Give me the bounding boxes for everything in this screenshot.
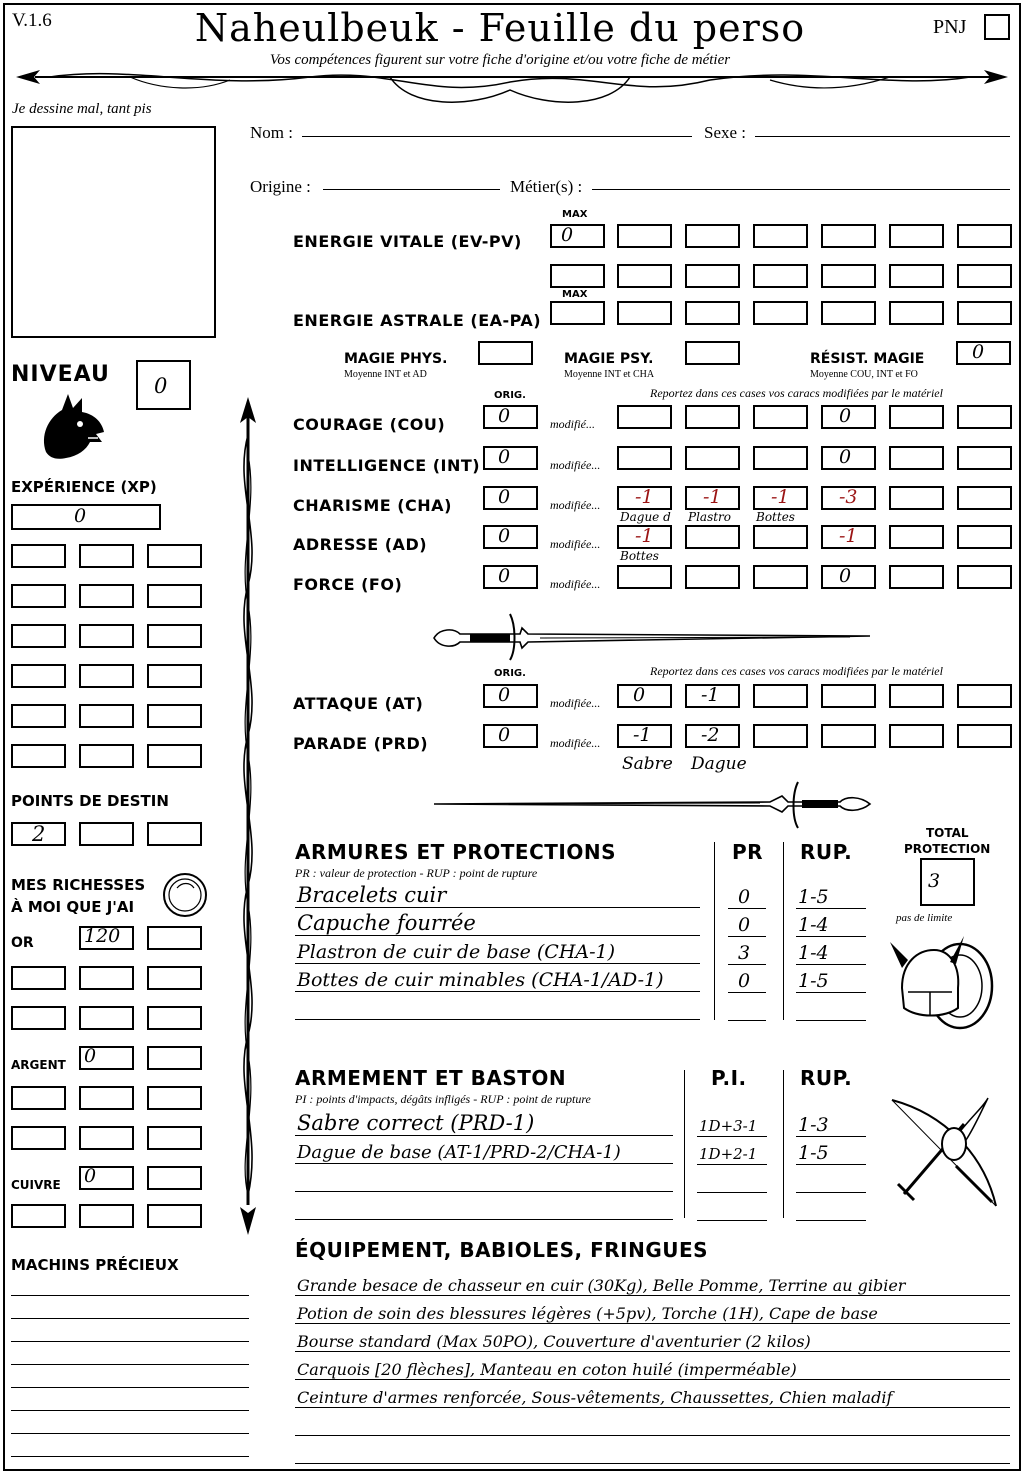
stat-modified-value: 0 — [839, 405, 852, 427]
destin-label: POINTS DE DESTIN — [11, 792, 169, 810]
xp-entry-box[interactable] — [79, 544, 134, 568]
combat-modified-box[interactable] — [821, 684, 876, 708]
equipment-line[interactable] — [295, 1272, 1010, 1296]
stat-orig-value: 0 — [498, 446, 511, 468]
armor-item-name: Capuche fourrée — [297, 911, 476, 935]
stat-modified-value: -1 — [635, 486, 654, 508]
helmet-shield-icon — [888, 928, 998, 1038]
wealth-box[interactable] — [11, 1006, 66, 1030]
xp-entry-box[interactable] — [147, 624, 202, 648]
weapon-item-name: Dague de base (AT-1/PRD-2/CHA-1) — [297, 1142, 621, 1163]
equipment-line[interactable] — [295, 1412, 1010, 1436]
armor-item-line[interactable] — [295, 884, 700, 908]
combat-modified-box[interactable] — [957, 684, 1012, 708]
combat-modif-label: modifiée... — [550, 696, 601, 710]
ev-label: ENERGIE VITALE (EV-PV) — [293, 232, 522, 251]
armor-title: ARMURES ET PROTECTIONS — [295, 840, 616, 864]
metier-field[interactable] — [592, 189, 1010, 190]
xp-entry-box[interactable] — [147, 704, 202, 728]
weapon-pi-value: 1D+3-1 — [699, 1117, 758, 1135]
magie-phys-note: Moyenne INT et AD — [344, 369, 427, 380]
ea-box[interactable] — [685, 301, 740, 325]
stat-modified-box[interactable] — [617, 446, 672, 470]
total-protection-label-1: TOTAL — [926, 826, 969, 840]
wealth-box[interactable] — [11, 1126, 66, 1150]
equipment-line[interactable] — [295, 1328, 1010, 1352]
equipment-line[interactable] — [295, 1356, 1010, 1380]
resist-magie-label: RÉSIST. MAGIE — [810, 351, 925, 367]
equipment-line[interactable] — [295, 1300, 1010, 1324]
stat-orig-value: 0 — [498, 486, 511, 508]
magie-psy-label: MAGIE PSY. — [564, 351, 654, 367]
stat-modified-box[interactable] — [957, 405, 1012, 429]
ev-box[interactable] — [685, 264, 740, 288]
combat-modified-box[interactable] — [889, 724, 944, 748]
combat-modif-label: modifiée... — [550, 736, 601, 750]
xp-entry-box[interactable] — [11, 624, 66, 648]
weapon-item-line[interactable] — [295, 1168, 673, 1192]
resist-magie-note: Moyenne COU, INT et FO — [810, 369, 918, 380]
ev-box[interactable] — [889, 224, 944, 248]
stat-modif-label: modifiée... — [550, 537, 601, 551]
weapon-item-line[interactable] — [295, 1112, 673, 1136]
stat-orig-box[interactable] — [483, 446, 538, 470]
or-label: OR — [11, 935, 34, 951]
combat-note-dague: Dague — [691, 754, 747, 774]
wealth-box[interactable] — [147, 1126, 202, 1150]
magie-psy-note: Moyenne INT et CHA — [564, 369, 655, 380]
precious-line[interactable] — [11, 1433, 249, 1434]
stat-modified-box[interactable] — [957, 486, 1012, 510]
stat-orig-box[interactable] — [483, 565, 538, 589]
portrait-box[interactable] — [11, 126, 216, 338]
weapon-pi-value: 1D+2-1 — [699, 1145, 758, 1163]
stat-modified-value: 0 — [839, 446, 852, 468]
stat-modified-note: Dague d — [620, 510, 671, 524]
wealth-box[interactable] — [147, 966, 202, 990]
xp-entry-box[interactable] — [147, 544, 202, 568]
precious-line[interactable] — [11, 1456, 249, 1457]
ev-box[interactable] — [889, 264, 944, 288]
armor-rup-line[interactable] — [796, 1020, 866, 1021]
stat-modified-value: -1 — [839, 525, 858, 547]
equipment-line-text: Bourse standard (Max 50PO), Couverture d'aventurier (2 kilos) — [297, 1332, 811, 1351]
armor-pr-line[interactable] — [728, 908, 766, 909]
combat-label: PARADE (PRD) — [293, 734, 429, 753]
weapon-item-line[interactable] — [295, 1140, 673, 1164]
armor-item-name: Bracelets cuir — [297, 883, 447, 907]
destin-value: 2 — [32, 822, 46, 846]
total-protection-label-2: PROTECTION — [904, 842, 991, 856]
armor-item-line[interactable] — [295, 996, 700, 1020]
ev-box[interactable] — [753, 264, 808, 288]
wealth-box[interactable] — [11, 1204, 66, 1228]
armor-pr-line[interactable] — [728, 1020, 766, 1021]
stat-modif-label: modifiée... — [550, 577, 601, 591]
stat-orig-box[interactable] — [483, 525, 538, 549]
ea-box[interactable] — [889, 301, 944, 325]
stat-modified-value: -1 — [771, 486, 790, 508]
portrait-caption: Je dessine mal, tant pis — [12, 101, 152, 117]
destin-box[interactable] — [79, 822, 134, 846]
armor-item-line[interactable] — [295, 912, 700, 936]
stat-modif-label: modifiée... — [550, 458, 601, 472]
stats-report-note: Reportez dans ces cases vos caracs modifiées par le matériel — [650, 386, 943, 400]
stat-label: COURAGE (COU) — [293, 415, 446, 434]
ea-label: ENERGIE ASTRALE (EA-PA) — [293, 311, 542, 330]
stat-label: FORCE (FO) — [293, 575, 403, 594]
stat-modified-box[interactable] — [957, 525, 1012, 549]
ev-box[interactable] — [957, 264, 1012, 288]
destin-box[interactable] — [147, 822, 202, 846]
precious-line[interactable] — [11, 1410, 249, 1411]
stat-modified-box[interactable] — [685, 405, 740, 429]
ea-box[interactable] — [821, 301, 876, 325]
precious-line[interactable] — [11, 1318, 249, 1319]
ev-box-max[interactable] — [550, 224, 605, 248]
combat-modified-box[interactable] — [753, 684, 808, 708]
ea-max-label: MAX — [562, 289, 588, 300]
weapon-rup-line[interactable] — [796, 1164, 866, 1165]
cuivre-label: CUIVRE — [11, 1178, 61, 1192]
armor-pr-value: 0 — [738, 970, 751, 992]
nom-label: Nom : — [250, 123, 293, 142]
resist-magie-value: 0 — [972, 341, 985, 363]
niveau-label: NIVEAU — [11, 362, 110, 387]
xp-entry-box[interactable] — [147, 584, 202, 608]
stat-modified-box[interactable] — [889, 486, 944, 510]
armor-rup-line[interactable] — [796, 908, 866, 909]
dragon-head-icon — [38, 392, 108, 464]
weapon-item-line[interactable] — [295, 1196, 673, 1220]
sheet-title: Naheulbeuk - Feuille du perso — [194, 6, 806, 50]
stat-modif-label: modifié... — [550, 417, 595, 431]
sexe-field[interactable] — [755, 136, 1010, 137]
wealth-box[interactable] — [147, 1204, 202, 1228]
equipment-line-text: Carquois [20 flèches], Manteau en coton huilé (imperméable) — [297, 1360, 797, 1379]
stat-modified-box[interactable] — [753, 565, 808, 589]
magie-phys-box[interactable] — [478, 341, 533, 365]
weapons-pi-header: P.I. — [711, 1066, 747, 1090]
weapon-pi-line[interactable] — [697, 1220, 767, 1221]
combat-modified-value: -2 — [701, 724, 720, 746]
wealth-box[interactable] — [79, 1086, 134, 1110]
sheet-subtitle: Vos compétences figurent sur votre fiche d'origine et/ou votre fiche de métier — [269, 52, 731, 68]
origine-field[interactable] — [323, 189, 500, 190]
combat-modified-value: -1 — [633, 724, 652, 746]
magie-phys-label: MAGIE PHYS. — [344, 351, 448, 367]
combat-orig-value: 0 — [498, 684, 511, 706]
wealth-box[interactable] — [147, 926, 202, 950]
combat-modified-box[interactable] — [821, 724, 876, 748]
wealth-box[interactable] — [147, 1006, 202, 1030]
argent-value: 0 — [84, 1045, 97, 1067]
combat-orig-value: 0 — [498, 724, 511, 746]
ea-box-max[interactable] — [550, 301, 605, 325]
xp-entry-box[interactable] — [147, 664, 202, 688]
xp-entry-box[interactable] — [79, 744, 134, 768]
richesses-title-1: MES RICHESSES — [11, 876, 146, 894]
weapon-rup-value: 1-5 — [798, 1142, 829, 1164]
stat-modified-box[interactable] — [685, 525, 740, 549]
armor-rup-line[interactable] — [796, 964, 866, 965]
metier-label: Métier(s) : — [510, 177, 583, 196]
stat-modified-box[interactable] — [753, 525, 808, 549]
stat-orig-box[interactable] — [483, 486, 538, 510]
stat-orig-value: 0 — [498, 405, 511, 427]
sword-ornament-2 — [430, 780, 880, 830]
combat-modified-box[interactable] — [957, 724, 1012, 748]
equipment-line-text: Grande besace de chasseur en cuir (30Kg), Belle Pomme, Terrine au gibier — [297, 1276, 906, 1295]
xp-entry-box[interactable] — [147, 744, 202, 768]
xp-entry-box[interactable] — [11, 544, 66, 568]
xp-entry-box[interactable] — [11, 664, 66, 688]
stat-modified-note: Bottes — [620, 549, 659, 563]
stat-modified-note: Plastro — [688, 510, 732, 524]
ev-box[interactable] — [821, 264, 876, 288]
armor-rup-value: 1-4 — [798, 914, 829, 936]
armor-pr-value: 0 — [738, 914, 751, 936]
gold-coin-icon — [160, 870, 210, 920]
armor-pr-line[interactable] — [728, 992, 766, 993]
xp-entry-box[interactable] — [11, 744, 66, 768]
combat-note-sabre: Sabre — [622, 754, 673, 774]
vertical-spear-ornament — [228, 395, 268, 1240]
ev-box[interactable] — [617, 224, 672, 248]
armor-rup-line[interactable] — [796, 992, 866, 993]
cuivre-value: 0 — [84, 1165, 97, 1187]
weapon-pi-line[interactable] — [697, 1192, 767, 1193]
ev-box-max[interactable] — [550, 264, 605, 288]
stat-modified-box[interactable] — [889, 525, 944, 549]
stat-label: CHARISME (CHA) — [293, 496, 452, 515]
combat-report-note: Reportez dans ces cases vos caracs modifiées par le matériel — [650, 664, 943, 678]
armor-item-name: Plastron de cuir de base (CHA-1) — [297, 941, 616, 963]
xp-entry-box[interactable] — [79, 664, 134, 688]
xp-entry-box[interactable] — [79, 624, 134, 648]
armor-divider-2 — [783, 842, 784, 1020]
stat-modified-box[interactable] — [889, 565, 944, 589]
weapons-title: ARMEMENT ET BASTON — [295, 1066, 567, 1090]
weapon-rup-line[interactable] — [796, 1136, 866, 1137]
stat-modified-box[interactable] — [685, 446, 740, 470]
combat-orig-box[interactable] — [483, 684, 538, 708]
wealth-box[interactable] — [147, 1046, 202, 1070]
armor-note: PR : valeur de protection - RUP : point de rupture — [295, 866, 538, 880]
ev-box[interactable] — [753, 224, 808, 248]
pnj-checkbox[interactable] — [984, 14, 1010, 40]
ea-box[interactable] — [957, 301, 1012, 325]
ea-box[interactable] — [617, 301, 672, 325]
stat-modified-value: -3 — [839, 486, 858, 508]
magie-psy-box[interactable] — [685, 341, 740, 365]
niveau-value: 0 — [154, 374, 168, 398]
combat-label: ATTAQUE (AT) — [293, 694, 424, 713]
wealth-box[interactable] — [147, 1166, 202, 1190]
stat-modified-box[interactable] — [617, 565, 672, 589]
wealth-box[interactable] — [11, 966, 66, 990]
weapon-rup-value: 1-3 — [798, 1114, 829, 1136]
or-value: 120 — [84, 925, 121, 947]
armor-divider-1 — [714, 842, 715, 1020]
ev-max-label: MAX — [562, 209, 588, 220]
wealth-box[interactable] — [79, 1006, 134, 1030]
weapon-rup-line[interactable] — [796, 1220, 866, 1221]
armor-rup-line[interactable] — [796, 936, 866, 937]
machins-precieux-label: MACHINS PRÉCIEUX — [11, 1256, 179, 1274]
equipment-line-text: Potion de soin des blessures légères (+5pv), Torche (1H), Cape de base — [297, 1304, 878, 1323]
equipment-line-text: Ceinture d'armes renforcée, Sous-vêtements, Chaussettes, Chien maladif — [297, 1388, 893, 1407]
stat-modified-value: 0 — [839, 565, 852, 587]
armor-pr-line[interactable] — [728, 936, 766, 937]
xp-label: EXPÉRIENCE (XP) — [11, 478, 157, 496]
xp-entry-box[interactable] — [79, 704, 134, 728]
armor-item-line[interactable] — [295, 968, 700, 992]
ev-max-value: 0 — [561, 224, 574, 246]
richesses-title-2: À MOI QUE J'AI — [11, 898, 135, 916]
armor-item-line[interactable] — [295, 940, 700, 964]
stat-modified-box[interactable] — [617, 405, 672, 429]
stat-modified-box[interactable] — [889, 446, 944, 470]
combat-orig-box[interactable] — [483, 724, 538, 748]
armor-rup-header: RUP. — [800, 840, 853, 864]
stat-modified-box[interactable] — [889, 405, 944, 429]
weapons-divider-1 — [684, 1070, 685, 1218]
stat-modified-value: -1 — [703, 486, 722, 508]
xp-entry-box[interactable] — [11, 584, 66, 608]
xp-value: 0 — [74, 505, 87, 527]
precious-line[interactable] — [11, 1341, 249, 1342]
weapon-rup-line[interactable] — [796, 1192, 866, 1193]
ev-box[interactable] — [957, 224, 1012, 248]
xp-entry-box[interactable] — [79, 584, 134, 608]
weapon-pi-line[interactable] — [697, 1136, 767, 1137]
wealth-box[interactable] — [79, 1126, 134, 1150]
weapons-divider-2 — [783, 1070, 784, 1218]
armor-pr-value: 3 — [738, 942, 751, 964]
wealth-box[interactable] — [79, 1204, 134, 1228]
stats-orig-label: ORIG. — [494, 390, 526, 401]
ev-box[interactable] — [685, 224, 740, 248]
crossed-weapons-icon — [884, 1094, 1004, 1214]
weapons-rup-header: RUP. — [800, 1066, 853, 1090]
armor-pr-value: 0 — [738, 886, 751, 908]
wealth-box[interactable] — [11, 1086, 66, 1110]
weapon-pi-line[interactable] — [697, 1164, 767, 1165]
ev-box[interactable] — [617, 264, 672, 288]
stat-modif-label: modifiée... — [550, 498, 601, 512]
wealth-box[interactable] — [147, 1086, 202, 1110]
combat-orig-label: ORIG. — [494, 668, 526, 679]
stat-modified-box[interactable] — [957, 565, 1012, 589]
weapon-item-name: Sabre correct (PRD-1) — [297, 1111, 535, 1135]
stat-modified-box[interactable] — [685, 565, 740, 589]
armor-pr-header: PR — [732, 840, 764, 864]
stat-modified-box[interactable] — [957, 446, 1012, 470]
armor-rup-value: 1-4 — [798, 942, 829, 964]
stat-modified-box[interactable] — [753, 405, 808, 429]
armor-rup-value: 1-5 — [798, 886, 829, 908]
sexe-label: Sexe : — [704, 123, 747, 142]
origine-label: Origine : — [250, 177, 311, 196]
stat-modified-box[interactable] — [753, 446, 808, 470]
stat-orig-box[interactable] — [483, 405, 538, 429]
version-label: V.1.6 — [12, 10, 52, 31]
ev-box[interactable] — [821, 224, 876, 248]
no-limit-note: pas de limite — [896, 912, 953, 924]
equipment-line[interactable] — [295, 1384, 1010, 1408]
precious-line[interactable] — [11, 1364, 249, 1365]
combat-modified-value: -1 — [701, 684, 720, 706]
stat-label: INTELLIGENCE (INT) — [293, 456, 481, 475]
weapons-note: PI : points d'impacts, dégâts infligés - RUP : point de rupture — [295, 1092, 591, 1106]
nom-field[interactable] — [302, 136, 692, 137]
total-protection-value: 3 — [928, 870, 941, 892]
armor-pr-line[interactable] — [728, 964, 766, 965]
stat-orig-value: 0 — [498, 525, 511, 547]
equipment-line[interactable] — [295, 1440, 1010, 1464]
sword-ornament-1 — [430, 612, 880, 662]
combat-modified-box[interactable] — [753, 724, 808, 748]
ea-box[interactable] — [753, 301, 808, 325]
pnj-label: PNJ — [933, 16, 967, 38]
stat-orig-value: 0 — [498, 565, 511, 587]
wealth-box[interactable] — [79, 966, 134, 990]
combat-modified-value: 0 — [633, 684, 646, 706]
precious-line[interactable] — [11, 1387, 249, 1388]
stat-modified-note: Bottes — [756, 510, 795, 524]
stat-modified-value: -1 — [635, 525, 654, 547]
armor-item-name: Bottes de cuir minables (CHA-1/AD-1) — [297, 969, 664, 991]
precious-line[interactable] — [11, 1295, 249, 1296]
stat-label: ADRESSE (AD) — [293, 535, 428, 554]
equipment-title: ÉQUIPEMENT, BABIOLES, FRINGUES — [295, 1238, 709, 1262]
argent-label: ARGENT — [11, 1058, 66, 1072]
xp-entry-box[interactable] — [11, 704, 66, 728]
armor-rup-value: 1-5 — [798, 970, 829, 992]
spear-banner-ornament — [10, 60, 1014, 110]
combat-modified-box[interactable] — [889, 684, 944, 708]
